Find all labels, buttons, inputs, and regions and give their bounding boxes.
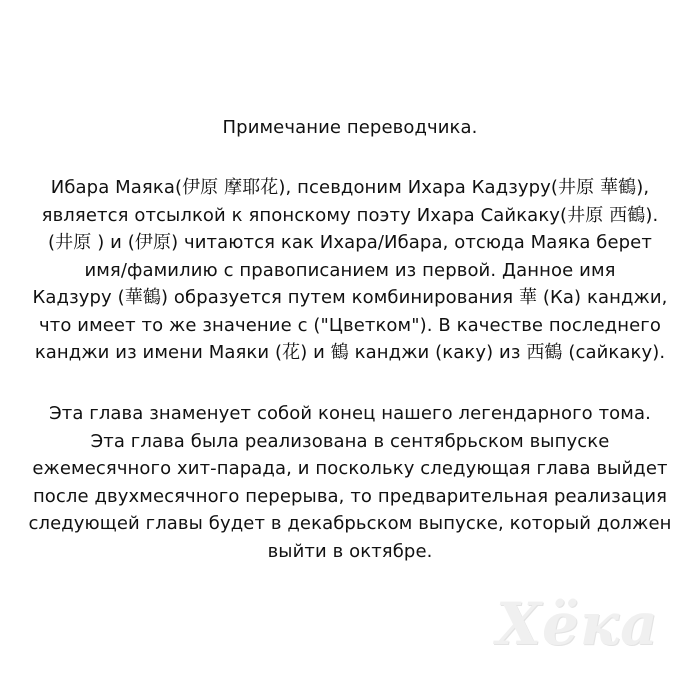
paragraph-line: Эта глава знаменует собой конец нашего легендарного тома.: [49, 403, 651, 424]
paragraph-line: следующей главы будет в декабрьском выпуске, который должен: [28, 513, 672, 534]
paragraph-line: канджи из имени Маяки (花) и 鶴 канджи (каку) из 西鶴 (сайкаку).: [34, 342, 666, 363]
paragraph-line: является отсылкой к японскому поэту Ихара Сайкаку(井原 西鶴).: [41, 204, 659, 226]
paragraph-line: что имеет то же значение с ("Цветком"). В качестве последнего: [39, 314, 661, 336]
paragraph-line: Ибара Маяка(伊原 摩耶花), псевдоним Ихара Кадзуру(井原 華鶴),: [50, 177, 650, 198]
paragraph-line: выйти в октябре.: [267, 540, 433, 562]
note-title: Примечание переводчика.: [222, 117, 478, 138]
name-origin-paragraph: [0, 174, 700, 367]
paragraph-line: после двухмесячного перерыва, то предварительная реализация: [32, 485, 668, 507]
paragraph-line: (井原 ) и (伊原) читаются как Ихара/Ибара, отсюда Маяка берет: [48, 232, 652, 253]
paragraph-line: имя/фамилию с правописанием из первой. Данное имя: [84, 259, 616, 281]
paragraph-line: ежемесячного хит-парада, и поскольку следующая глава выйдет: [32, 458, 668, 479]
watermark: Хёка: [496, 590, 659, 658]
paragraph-line: Эта глава была реализована в сентябрьском выпуске: [90, 430, 610, 452]
paragraph-line: Кадзуру (華鶴) образуется путем комбинирования 華 (Ка) канджи,: [32, 287, 668, 308]
release-info-paragraph: [0, 400, 700, 565]
